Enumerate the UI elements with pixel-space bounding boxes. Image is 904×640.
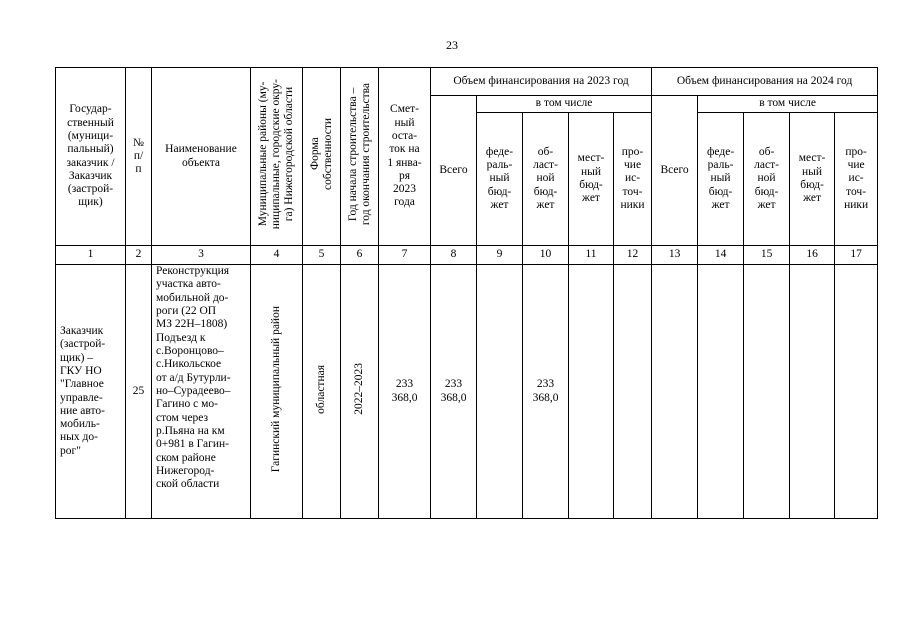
column-number: 16 bbox=[790, 246, 835, 265]
header-financing-2024: Объем финансирования на 2024 год bbox=[652, 68, 878, 96]
table-row bbox=[56, 265, 878, 519]
federal-2024-cell bbox=[698, 265, 744, 519]
header-years: Год начала строительства – год окончания строительства bbox=[341, 68, 379, 246]
column-number: 6 bbox=[341, 246, 379, 265]
header-including-2024: в том числе bbox=[698, 96, 878, 113]
header-regional-2023: об- ласт- ной бюд- жет bbox=[523, 113, 569, 246]
header-regional-2024: об- ласт- ной бюд- жет bbox=[744, 113, 790, 246]
total-2024-cell bbox=[652, 265, 698, 519]
column-number: 4 bbox=[251, 246, 303, 265]
regional-2024-cell bbox=[744, 265, 790, 519]
column-number: 13 bbox=[652, 246, 698, 265]
column-number: 1 bbox=[56, 246, 126, 265]
header-federal-2024: феде- раль- ный бюд- жет bbox=[698, 113, 744, 246]
column-number: 7 bbox=[379, 246, 431, 265]
column-number: 14 bbox=[698, 246, 744, 265]
other-2023-cell bbox=[614, 265, 652, 519]
regional-2023-cell: 233 368,0 bbox=[523, 265, 569, 519]
total-2023-cell: 233 368,0 bbox=[431, 265, 477, 519]
header-other-2024: про- чие ис- точ- ники bbox=[835, 113, 878, 246]
local-2024-cell bbox=[790, 265, 835, 519]
other-2024-cell bbox=[835, 265, 878, 519]
header-including-2023: в том числе bbox=[477, 96, 652, 113]
column-number: 8 bbox=[431, 246, 477, 265]
header-local-2024: мест- ный бюд- жет bbox=[790, 113, 835, 246]
header-district: Муниципальные районы (му- ниципальные, городские окру- га) Нижегородской области bbox=[251, 68, 303, 246]
federal-2023-cell bbox=[477, 265, 523, 519]
header-total-2024: Всего bbox=[652, 96, 698, 246]
header-other-2023: про- чие ис- точ- ники bbox=[614, 113, 652, 246]
column-number: 9 bbox=[477, 246, 523, 265]
column-number: 11 bbox=[569, 246, 614, 265]
header-number: № п/ п bbox=[126, 68, 152, 246]
header-total-2023: Всего bbox=[431, 96, 477, 246]
ownership-cell: областная bbox=[303, 265, 341, 519]
years-cell: 2022–2023 bbox=[341, 265, 379, 519]
row-number-cell: 25 bbox=[126, 265, 152, 519]
customer-cell: Заказчик (застрой- щик) – ГКУ НО "Главное управле- ние авто- мобиль- ных до- рог" bbox=[56, 265, 126, 519]
local-2023-cell bbox=[569, 265, 614, 519]
column-number: 17 bbox=[835, 246, 878, 265]
header-local-2023: мест- ный бюд- жет bbox=[569, 113, 614, 246]
object-name-cell: Реконструкция участка авто- мобильной до- роги (22 ОП МЗ 22Н–1808) Подъезд к с.Воронцово– с.Никольское от а/д Бутурли- но–Сурадеево– Гагино с мо- стом через р.Пьяна на км 0+981 в Гагин- ском районе Нижегород- ской области bbox=[152, 265, 251, 519]
column-number: 2 bbox=[126, 246, 152, 265]
column-number: 15 bbox=[744, 246, 790, 265]
header-financing-2023: Объем финансирования на 2023 год bbox=[431, 68, 652, 96]
financing-table bbox=[55, 67, 878, 519]
page-number: 23 bbox=[446, 38, 458, 52]
column-number: 3 bbox=[152, 246, 251, 265]
column-number: 12 bbox=[614, 246, 652, 265]
header-federal-2023: феде- раль- ный бюд- жет bbox=[477, 113, 523, 246]
column-number: 5 bbox=[303, 246, 341, 265]
header-customer: Государ- ственный (муници- пальный) заказчик / Заказчик (застрой- щик) bbox=[56, 68, 126, 246]
header-ownership: Форма собственности bbox=[303, 68, 341, 246]
column-number: 10 bbox=[523, 246, 569, 265]
remainder-cell: 233 368,0 bbox=[379, 265, 431, 519]
header-object-name: Наименование объекта bbox=[152, 68, 251, 246]
district-cell: Гагинский муниципальный район bbox=[251, 265, 303, 519]
header-estimate-remainder: Смет- ный оста- ток на 1 янва- ря 2023 года bbox=[379, 68, 431, 246]
column-numbers-row bbox=[56, 246, 878, 265]
